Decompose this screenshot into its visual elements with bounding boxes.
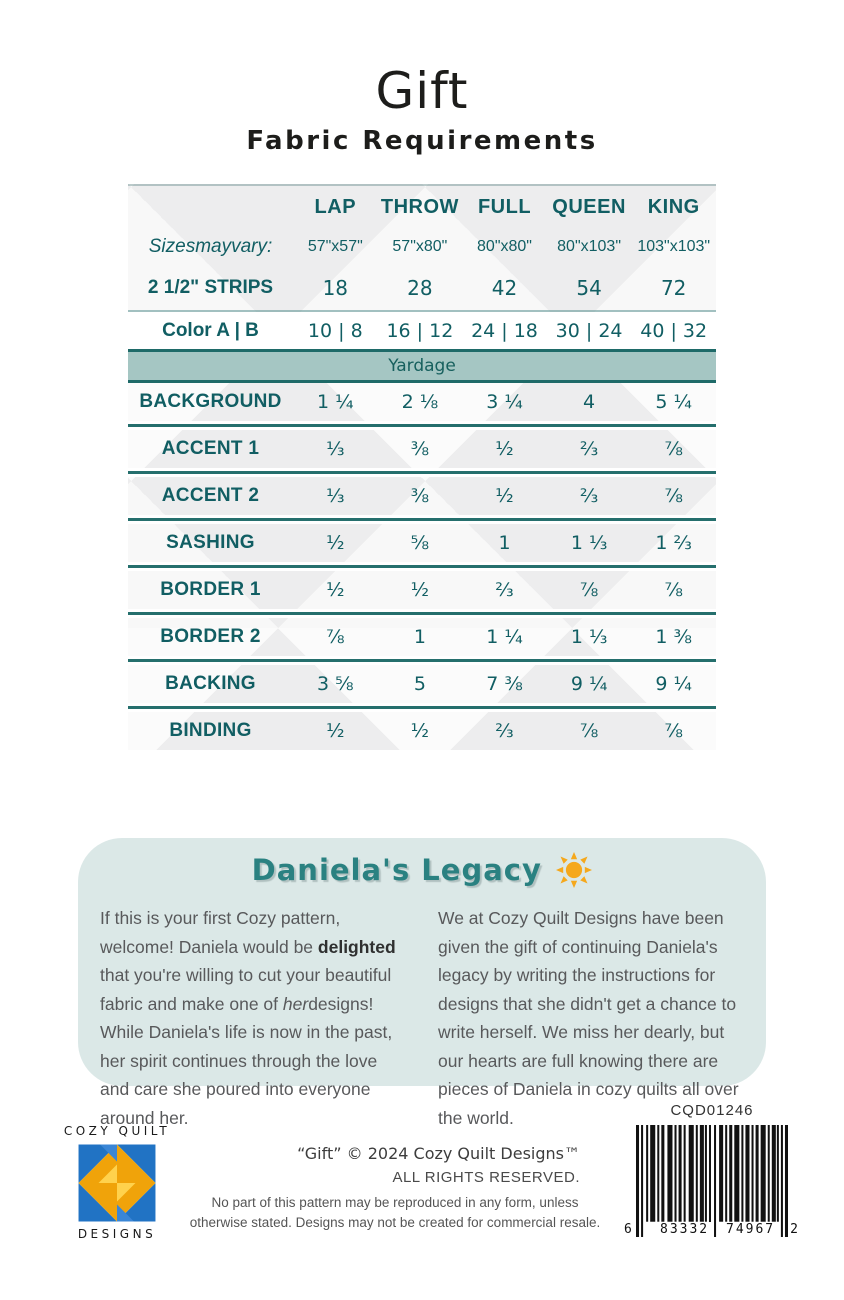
barcode-digit-lead: 6 — [624, 1222, 634, 1237]
row-label: BORDER 1 — [160, 579, 261, 600]
yardage-value: ⅜ — [410, 438, 430, 460]
table-row-accent-2 — [128, 477, 716, 515]
legacy-title-row — [78, 852, 766, 898]
yardage-value: ⅓ — [326, 485, 345, 507]
row-divider — [128, 468, 716, 477]
yardage-value: 5 — [413, 673, 426, 695]
barcode-image — [636, 1125, 788, 1237]
yardage-value: 1 ¼ — [317, 391, 354, 413]
yardage-value: ⅞ — [579, 579, 599, 601]
row-label: SASHING — [166, 532, 255, 553]
yardage-band-label: Yardage — [388, 356, 456, 376]
yardage-value: ⅝ — [410, 532, 430, 554]
all-rights-reserved: ALL RIGHTS RESERVED. — [392, 1169, 580, 1186]
column-header-queen: QUEEN — [552, 195, 626, 218]
yardage-value: 3 ¼ — [486, 391, 523, 413]
yardage-value: ½ — [410, 720, 430, 742]
color-ab-label: Color A | B — [162, 319, 259, 341]
legal-line-1: No part of this pattern may be reproduced in any form, unless — [211, 1195, 579, 1210]
size-value: 103"x103" — [637, 237, 711, 255]
yardage-value: ½ — [495, 438, 514, 460]
yardage-value: ½ — [410, 579, 430, 601]
sizes-row-label: Sizesmayvary: — [148, 235, 273, 257]
yardage-value: 1 ⅓ — [570, 626, 608, 648]
row-label: ACCENT 1 — [161, 438, 260, 459]
pattern-sku: CQD01246 — [670, 1102, 754, 1119]
row-divider — [128, 515, 716, 524]
yardage-value: ⅔ — [495, 579, 514, 601]
column-header-lap: LAP — [314, 195, 357, 218]
yardage-value: 1 ⅓ — [570, 532, 608, 554]
color-ab-row — [128, 312, 716, 349]
table-row-border-2 — [128, 618, 716, 656]
strips-value: 28 — [407, 275, 433, 300]
yardage-value: 1 — [498, 532, 511, 554]
strips-value: 54 — [576, 275, 602, 300]
row-divider — [128, 421, 716, 430]
strips-row-label: 2 1/2" STRIPS — [147, 276, 274, 298]
copyright-prefix: “Gift” © 2024 — [297, 1144, 414, 1163]
yardage-value: ½ — [326, 532, 345, 554]
logo-text-bottom: DESIGNS — [77, 1227, 157, 1241]
thin-divider — [128, 310, 716, 312]
color-ab-value: 40 | 32 — [640, 319, 708, 342]
table-row-binding — [128, 712, 716, 750]
table-header-row — [128, 186, 716, 228]
barcode-block — [622, 1102, 802, 1237]
yardage-value: ⅔ — [495, 720, 514, 742]
yardage-value: 1 ⅔ — [655, 532, 692, 554]
legal-line-2: otherwise stated. Designs may not be created for commercial resale. — [189, 1215, 601, 1230]
row-label: BORDER 2 — [160, 626, 261, 647]
yardage-value: ⅔ — [579, 438, 599, 460]
yardage-value: ½ — [326, 720, 345, 742]
size-value: 80"x103" — [557, 237, 622, 255]
color-ab-value: 30 | 24 — [555, 319, 623, 342]
yardage-value: ⅞ — [664, 438, 683, 460]
page-subtitle: Fabric Requirements — [246, 126, 598, 156]
row-divider — [128, 656, 716, 665]
row-divider — [128, 703, 716, 712]
copyright-block — [280, 1144, 580, 1186]
yardage-value: ½ — [495, 485, 514, 507]
yardage-value: ⅞ — [326, 626, 345, 648]
strips-row — [128, 265, 716, 310]
row-divider — [128, 609, 716, 618]
legacy-left-text: designs! While Daniela's life is now in the past, her spirit continues through the love and care she poured into everyone around her. — [100, 993, 393, 1128]
legacy-left-text: If this is your first Cozy pattern, welcome! Daniela would be — [100, 908, 341, 957]
yardage-value: 4 — [583, 391, 596, 413]
strips-value: 72 — [660, 275, 687, 300]
table-row-border-1 — [128, 571, 716, 609]
legal-notice — [130, 1193, 660, 1233]
legacy-left-italic: her — [282, 993, 309, 1014]
yardage-value: ⅓ — [326, 438, 345, 460]
page-title: Gift — [375, 62, 469, 120]
size-value: 80"x80" — [477, 237, 532, 255]
table-row-backing — [128, 665, 716, 703]
row-label: BINDING — [169, 720, 252, 741]
legacy-left-bold: delighted — [317, 936, 396, 957]
yardage-value: 7 ⅜ — [486, 673, 523, 695]
table-row-background — [128, 383, 716, 421]
strips-value: 18 — [322, 275, 349, 300]
column-header-king: KING — [647, 195, 700, 218]
yardage-value: 1 ⅜ — [655, 626, 692, 648]
yardage-value: ½ — [326, 579, 345, 601]
fabric-requirements-table — [128, 184, 716, 750]
copyright-line — [280, 1144, 580, 1163]
barcode-digit-group2: 74967 — [726, 1222, 776, 1237]
column-header-throw: THROW — [380, 195, 459, 218]
row-label: BACKGROUND — [139, 391, 282, 412]
sun-icon — [556, 852, 592, 888]
color-ab-value: 16 | 12 — [386, 319, 454, 342]
yardage-value: 3 ⅝ — [317, 673, 354, 695]
yardage-value: 9 ¼ — [570, 673, 608, 695]
legacy-paragraph-right: We at Cozy Quilt Designs have been given the gift of continuing Daniela's legacy by writing the instructions for designs that she didn't get a chance to write herself. We miss her dearly, but our hearts are full knowing there are pieces of Daniela in cozy quilts all over the world. — [438, 908, 739, 1128]
yardage-value: 2 ⅛ — [401, 391, 439, 413]
strips-value: 42 — [491, 275, 518, 300]
yardage-value: ⅔ — [579, 485, 599, 507]
column-header-full: FULL — [477, 195, 532, 218]
yardage-value: 9 ¼ — [655, 673, 692, 695]
table-row-sashing — [128, 524, 716, 562]
barcode-digit-trail: 2 — [790, 1222, 800, 1237]
size-value: 57"x57" — [307, 237, 363, 255]
copyright-brand: Cozy Quilt Designs™ — [413, 1144, 580, 1163]
yardage-band — [128, 349, 716, 383]
yardage-value: 5 ¼ — [655, 391, 692, 413]
color-ab-value: 24 | 18 — [471, 319, 538, 342]
row-divider — [128, 562, 716, 571]
yardage-value: ⅜ — [410, 485, 430, 507]
table-row-accent-1 — [128, 430, 716, 468]
row-label: BACKING — [165, 673, 256, 694]
legacy-paragraph-left — [100, 904, 402, 1132]
yardage-value: ⅞ — [664, 720, 683, 742]
yardage-value: ⅞ — [664, 579, 683, 601]
sizes-row — [128, 228, 716, 265]
legacy-columns — [78, 898, 766, 1132]
logo-text-top: COZY QUILT — [63, 1124, 171, 1138]
legacy-title: Daniela's Legacy — [251, 853, 542, 887]
barcode-digit-group1: 83332 — [660, 1222, 710, 1237]
legacy-left-text: that you're willing to cut your beautiful fabric and make one of — [100, 965, 392, 1014]
yardage-value: 1 ¼ — [486, 626, 523, 648]
row-label: ACCENT 2 — [161, 485, 260, 506]
yardage-value: ⅞ — [579, 720, 599, 742]
barcode — [622, 1125, 802, 1237]
color-ab-value: 10 | 8 — [307, 319, 363, 342]
yardage-value: 1 — [413, 626, 426, 648]
yardage-value: ⅞ — [664, 485, 683, 507]
size-value: 57"x80" — [392, 237, 448, 255]
